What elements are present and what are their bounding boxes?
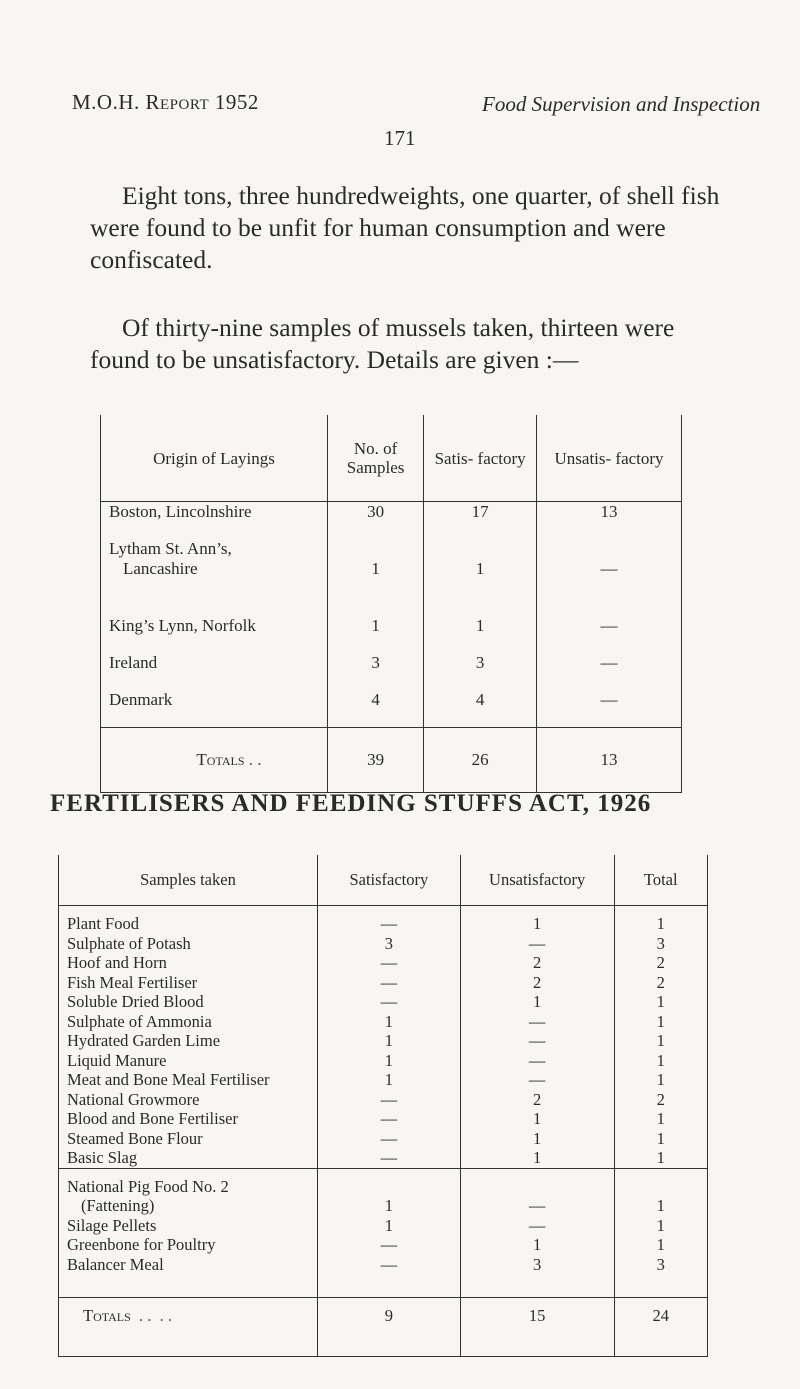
total-value: 2 [656, 972, 665, 992]
sample-name: Blood and Bone Fertiliser [67, 1109, 238, 1128]
satisfactory-value: — [380, 1254, 398, 1274]
total-value: 1 [656, 1070, 665, 1089]
col-header-total: Total [614, 855, 707, 906]
table-row [101, 653, 682, 690]
unsatisfactory-cell: 13 [537, 502, 682, 540]
total-value: 1 [656, 1109, 665, 1128]
unsatisfactory-value: — [528, 1215, 546, 1235]
origin-cell [101, 653, 328, 690]
col-header-samples: No. of Samples [327, 415, 423, 502]
origin-text-line2: Lancashire [123, 559, 198, 578]
satisfactory-cell: 3 [424, 653, 537, 690]
origin-cell [101, 502, 328, 540]
fertiliser-unsatisfactory-cell [460, 906, 614, 1169]
sample-name: National Growmore [67, 1089, 200, 1109]
origin-text: Lytham St. Ann’s, [109, 539, 232, 558]
table-header-row [101, 415, 682, 502]
unsatisfactory-value: 1 [533, 1109, 542, 1128]
unsatisfactory-value: 1 [533, 992, 542, 1011]
satisfactory-value: 1 [384, 1215, 393, 1235]
total-value: 1 [656, 992, 665, 1011]
feeding-total-cell [614, 1168, 707, 1297]
totals-label: Totals . . . . [59, 1297, 318, 1356]
origin-cell [101, 690, 328, 728]
total-value: 1 [656, 1128, 665, 1148]
unsatisfactory-value: — [528, 1196, 546, 1215]
unsatisfactory-value: 2 [533, 972, 542, 992]
satisfactory-value: — [380, 992, 398, 1011]
feeding-names-cell [59, 1168, 318, 1297]
origin-text: Denmark [109, 690, 173, 709]
spacer [461, 1177, 614, 1197]
spacer [318, 1177, 460, 1197]
unsatisfactory-cell: — [537, 616, 682, 653]
satisfactory-value: — [380, 972, 398, 992]
sample-name: Meat and Bone Meal Fertiliser [67, 1070, 270, 1089]
sample-name: Greenbone for Poultry [67, 1235, 216, 1254]
fertiliser-total-cell [614, 906, 707, 1169]
satisfactory-value: 1 [384, 1196, 393, 1215]
satisfactory-value: 1 [384, 1031, 393, 1050]
paragraph-text: Eight tons, three hundredweights, one quarter, of shell fish were found to be unfit for human consumption and were confiscated. [90, 181, 720, 274]
section-header: Food Supervision and Inspection [482, 92, 761, 116]
total-value: 3 [656, 933, 665, 953]
feeding-stuffs-group-row [59, 1168, 708, 1297]
origin-cell [101, 539, 328, 616]
satisfactory-value: 1 [384, 1050, 393, 1070]
table-row [101, 616, 682, 653]
sample-name: Hoof and Horn [67, 953, 167, 972]
samples-cell: 1 [327, 616, 423, 653]
total-value: 1 [656, 914, 665, 933]
table-row [101, 502, 682, 540]
unsatisfactory-value: — [528, 1031, 546, 1050]
total-value: 1 [656, 1011, 665, 1031]
unsatisfactory-cell: — [537, 690, 682, 728]
feeding-unsatisfactory-cell [460, 1168, 614, 1297]
sample-name: Basic Slag [67, 1148, 138, 1167]
paragraph-text: Of thirty-nine samples of mussels taken, thirteen were found to be unsatisfactory. Details are given :— [90, 313, 675, 374]
sample-name: Plant Food [67, 914, 139, 933]
unsatisfactory-value: 2 [533, 1089, 542, 1109]
report-header [72, 90, 259, 115]
total-value: 2 [656, 1089, 665, 1109]
sample-name: Balancer Meal [67, 1254, 164, 1274]
feeding-satisfactory-cell [317, 1168, 460, 1297]
unsatisfactory-cell: — [537, 653, 682, 690]
sample-name: Soluble Dried Blood [67, 992, 204, 1011]
totals-row [101, 728, 682, 793]
satisfactory-cell: 4 [424, 690, 537, 728]
satisfactory-value: — [380, 914, 398, 933]
table-header-row [59, 855, 708, 906]
sample-name: National Pig Food No. 2 [67, 1176, 229, 1196]
satisfactory-value: — [380, 1128, 398, 1148]
report-year: 1952 [214, 90, 259, 114]
col-header-unsatisfactory: Unsatisfactory [460, 855, 614, 906]
origin-text: Boston, Lincolnshire [109, 502, 252, 521]
total-value: 2 [656, 953, 665, 972]
unsatisfactory-value: 3 [533, 1254, 542, 1274]
fertiliser-names-cell [59, 906, 318, 1169]
satisfactory-value: — [380, 1235, 398, 1254]
unsatisfactory-cell: — [537, 539, 682, 616]
table-row [101, 690, 682, 728]
origin-cell [101, 616, 328, 653]
fertilisers-heading: FERTILISERS AND FEEDING STUFFS ACT, 1926 [50, 790, 652, 817]
unsatisfactory-value: — [528, 933, 546, 953]
unsatisfactory-value: 1 [533, 1148, 542, 1167]
totals-row [59, 1297, 708, 1356]
total-value: 1 [656, 1215, 665, 1235]
sample-name: Sulphate of Potash [67, 933, 191, 953]
satisfactory-value: — [380, 1148, 398, 1167]
satisfactory-value: 3 [384, 933, 393, 953]
totals-satisfactory: 9 [317, 1297, 460, 1356]
unsatisfactory-value: 2 [533, 953, 542, 972]
report-word: Report [145, 90, 210, 114]
sample-name: Silage Pellets [67, 1215, 157, 1235]
satisfactory-value: 1 [384, 1070, 393, 1089]
unsatisfactory-value: — [528, 1050, 546, 1070]
totals-label-text: Totals [196, 750, 245, 769]
origin-text: Ireland [109, 653, 158, 672]
total-value: 1 [656, 1050, 665, 1070]
unsatisfactory-value: — [528, 1070, 546, 1089]
sample-name: Fish Meal Fertiliser [67, 972, 198, 992]
satisfactory-value: — [380, 1089, 398, 1109]
satisfactory-value: — [380, 1109, 398, 1128]
paragraph-shellfish [90, 180, 735, 276]
table-row [101, 539, 682, 616]
totals-samples: 39 [327, 728, 423, 793]
mussels-table [100, 415, 682, 793]
satisfactory-cell: 1 [424, 616, 537, 653]
sample-name-line2: (Fattening) [81, 1196, 155, 1215]
sample-name: Steamed Bone Flour [67, 1128, 203, 1148]
totals-label: Totals . . [101, 728, 328, 793]
satisfactory-value: 1 [384, 1011, 393, 1031]
col-header-satisfactory: Satis- factory [424, 415, 537, 502]
fertilisers-table [58, 855, 708, 1357]
unsatisfactory-value: 1 [533, 1128, 542, 1148]
total-value: 3 [656, 1254, 665, 1274]
satisfactory-cell: 1 [424, 539, 537, 616]
totals-label-text: Totals [83, 1305, 131, 1325]
unsatisfactory-value: 1 [533, 914, 542, 933]
paragraph-mussels [90, 312, 735, 376]
totals-unsatisfactory: 15 [460, 1297, 614, 1356]
totals-total: 24 [614, 1297, 707, 1356]
satisfactory-cell: 17 [424, 502, 537, 540]
sample-name: Hydrated Garden Lime [67, 1031, 221, 1050]
samples-cell: 3 [327, 653, 423, 690]
total-value: 1 [656, 1235, 665, 1254]
sample-name: Sulphate of Ammonia [67, 1011, 212, 1031]
totals-unsatisfactory: 13 [537, 728, 682, 793]
spacer [615, 1177, 707, 1197]
fertiliser-group-row [59, 906, 708, 1169]
total-value: 1 [656, 1196, 665, 1215]
samples-cell: 1 [327, 539, 423, 616]
col-header-satisfactory: Satisfactory [317, 855, 460, 906]
report-prefix: M.O.H. [72, 90, 140, 114]
sample-name: Liquid Manure [67, 1050, 167, 1070]
total-value: 1 [656, 1031, 665, 1050]
total-value: 1 [656, 1148, 665, 1167]
satisfactory-value: — [380, 953, 398, 972]
col-header-origin: Origin of Layings [101, 415, 328, 502]
unsatisfactory-value: — [528, 1011, 546, 1031]
samples-cell: 30 [327, 502, 423, 540]
unsatisfactory-value: 1 [533, 1235, 542, 1254]
origin-text: King’s Lynn, Norfolk [109, 616, 256, 635]
col-header-samples-taken: Samples taken [59, 855, 318, 906]
totals-satisfactory: 26 [424, 728, 537, 793]
col-header-unsatisfactory: Unsatis- factory [537, 415, 682, 502]
page-number: 171 [384, 126, 416, 150]
fertiliser-satisfactory-cell [317, 906, 460, 1169]
samples-cell: 4 [327, 690, 423, 728]
